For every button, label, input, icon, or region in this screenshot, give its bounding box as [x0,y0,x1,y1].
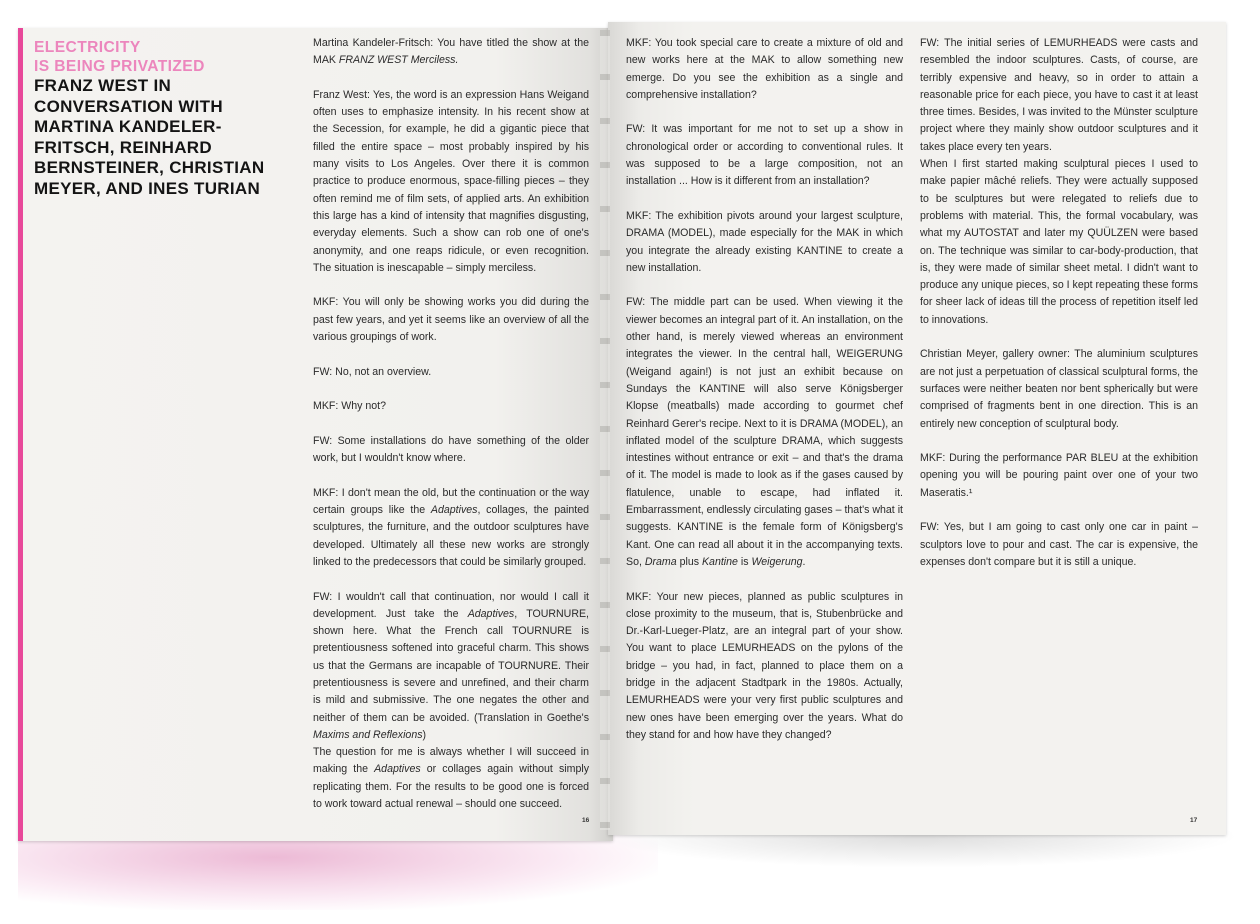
heading-line: FRITSCH, REINHARD [34,137,212,157]
paragraph: FW: No, not an overview. [313,365,432,378]
paragraph: MKF: I don't mean the old, but the continuation or the way certain groups like the Adaptives, collages, the painted sculptures, the furniture, and the outdoor sculptures have developed. Ultimately all these new works are strongly linked to the predecessors that could be similarly grouped. [313,486,589,568]
text-column-3 [920,35,1198,589]
book-spine [600,30,610,830]
kicker-line-2: IS BEING PRIVATIZED [34,58,205,75]
paragraph: FW: It was important for me not to set up a show in chronological order or according to conventional rules. It was supposed to be a large composition, not an installation ... How is it different from an installation? [626,123,903,188]
paragraph: MKF: The exhibition pivots around your largest sculpture, DRAMA (MODEL), made especially for the MAK in which you integrate the already existing KANTINE to create a new installation. [626,209,903,274]
paragraph: Martina Kandeler-Fritsch: You have titled the show at the MAK FRANZ WEST Merciless. [313,37,589,67]
kicker-line-1: ELECTRICITY [34,39,141,56]
paragraph: MKF: Why not? [313,400,386,413]
heading-line: CONVERSATION WITH [34,96,223,116]
heading-line: MARTINA KANDELER- [34,117,222,137]
paragraph: Franz West: Yes, the word is an expression Hans Weigand often uses to emphasize intensity. In his recent show at the Secession, for example, he did a gigantic piece that filled the entire space – most probably inspired by his many visits to Los Angeles. Over there it is common practice to produce enormous, space-filling pieces – they often remind me of film sets, of applied arts. An exhibition this large has a kind of intensity that magnifies disgusting, everyday elements. Such a show can rob one of one's anonymity, and one reaps ridicule, or even recognition. The situation is inescapable – simply merciless. [313,88,589,274]
heading-line: MEYER, AND INES TURIAN [34,178,261,198]
paragraph: FW: Yes, but I am going to cast only one car in paint – sculptors love to pour and cast. The car is expensive, the expenses don't compare but it is still a unique. [920,521,1198,568]
paragraph: Christian Meyer, gallery owner: The aluminium sculptures are not just a perpetuation of classical sculptural forms, the surfaces were neither beaten nor bent spherically but were comprised of fragments bent in one direction. This is an entirely new conception of sculptural body. [920,348,1198,430]
text-column-1 [313,35,589,831]
paragraph: MKF: During the performance PAR BLEU at the exhibition opening you will be pouring paint over one of your two Maseratis.¹ [920,452,1198,499]
text-column-2 [626,35,903,761]
paragraph: The question for me is always whether I will succeed in making the Adaptives or collages again without simply replicating them. For the results to be good one is forced to work toward actual renewal – should one succeed. [313,746,589,811]
page-number-left: 16 [582,817,590,824]
paragraph: FW: The middle part can be used. When viewing it the viewer becomes an integral part of it. An installation, on the other hand, is merely viewed whereas an environment integrates the viewer. In the central hall, WEIGERUNG (Weigand again!) is not just an exhibit because on Sundays the KANTINE will also serve Königsberger Klopse (meatballs) made according to gourmet chef Reinhard Gerer's recipe. Next to it is DRAMA (MODEL), an inflated model of the sculpture DRAMA, which suggests intestines without entrance or exit – and that's the drama of it. The model is made to look as if the gases caused by flatulence, unable to escape, had inflated it. Embarrassment, endlessly circulating gases – that's what it suggests. KANTINE is the female form of Königsberg's Kant. One can read all about it in the accompanying texts. So, Drama plus Kantine is Weigerung. [626,296,903,568]
heading-line: BERNSTEINER, CHRISTIAN [34,158,265,178]
paragraph: FW: Some installations do have something of the older work, but I wouldn't know where. [313,434,589,465]
page-number-right: 17 [1190,817,1198,824]
paragraph: FW: The initial series of LEMURHEADS were casts and resembled the indoor sculptures. Casts, of course, are terribly expensive and heavy, so in order to attain a reasonable price for each piece, you have to cast it at least three times. Besides, I was invited to the Münster sculpture project where they mainly show outdoor sculptures and it takes place every ten years. [920,37,1198,153]
heading-line: FRANZ WEST IN [34,76,172,95]
paragraph: MKF: You will only be showing works you did during the past few years, and yet it seems like an overview of all the various groupings of work. [313,296,589,344]
paragraph: When I first started making sculptural pieces I used to make papier mâché reliefs. They were actually supposed to be sculptures but were relegated to reliefs due to problems with material. This, the formal vocabulary, was what my AUTOSTAT and later my QUÜLZEN were based on. The technique was similar to car-body-production, that is, they were made of similar sheet metal. I didn't want to produce any unique pieces, so I kept repeating these forms for sheer lack of ideas till the process of repetition itself led to innovations. [920,158,1198,326]
paragraph: FW: I wouldn't call that continuation, nor would I call it development. Just take the Adaptives, TOURNURE, shown here. What the French call TOURNURE is pretentiousness softened into graceful charm. This shows us that the Germans are incapable of TOURNURE. Their pretentiousness is severe and unrefined, and their charm is mild and submissive. The one negates the other and neither of them can be avoided. (Translation in Goethe's Maxims and Reflexions) [313,590,589,741]
paragraph: MKF: You took special care to create a mixture of old and new works here at the MAK to allow something new emerge. Do you see the exhibition as a single and comprehensive installation? [626,37,903,101]
paragraph: MKF: Your new pieces, planned as public sculptures in close proximity to the museum, that is, Stubenbrücke and Dr.-Karl-Lueger-Platz, are an integral part of your show. You want to place LEMURHEADS on the pylons of the bridge – you had, in fact, planned to place them on a bridge in the adjacent Stadtpark in the 1980s. Actually, LEMURHEADS were your very first public sculptures and new ones have been emerging over the years. What do they stand for and how have they changed? [626,590,903,741]
article-title [34,38,284,200]
page-shadow-pink [18,835,658,910]
